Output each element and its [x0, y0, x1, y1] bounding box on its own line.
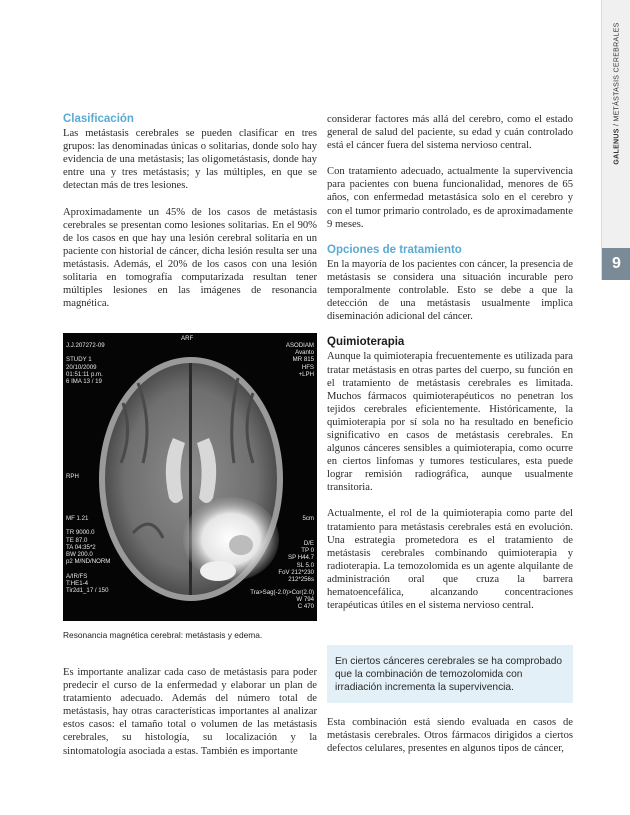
opciones-heading: Opciones de tratamiento [327, 243, 462, 256]
section-name: / METÁSTASIS CEREBRALES [613, 22, 621, 127]
analysis-paragraph: Es importante analizar cada caso de metástasis para poder predecir el curso de la enfermedad y elaborar un plan de tratamiento adecuado. Además del número total de metástasis, hay otras características importantes al analizar estos casos: el tamaño total o volumen de las metástasis cerebrales, su histología, su localización y la sintomatología asociada a estas. También es importante [63, 667, 317, 757]
quimioterapia-paragraph-1: Aunque la quimioterapia frecuentemente es utilizada para tratar metástasis en otras partes del cuerpo, su función en el tratamiento de metástasis cerebrales es limitada. Muchos fármacos quimioterapéuticos no penetran los tejidos cerebrales eficientemente. Históricamente, la quimioterapia por sí sola no ha resultado en beneficio significativo en casos de metástasis cerebrales. En algunos cánceres sensibles a quimioterapia, como ocurre en ciertos linfomas y tumores testiculares, esta puede lograr remisión radiográfica, aunque usualmente transitoria. [327, 351, 573, 494]
callout-text: En ciertos cánceres cerebrales se ha comprobado que la combinación de temozolomida con irradiación incrementa la supervivencia. [335, 656, 563, 693]
right-column [327, 113, 573, 612]
combination-paragraph: Esta combinación está siendo evaluada en casos de metástasis cerebrales. Otros fármacos dirigidos a ciertos defectos celulares, presentes en algunos tipos de cáncer, [327, 717, 573, 755]
mri-slice-params: D/E TP 0 SP H44.7 SL 5.0 FoV 212*230 212*256s [278, 540, 314, 584]
clasificacion-paragraph-1: Las metástasis cerebrales se pueden clasificar en tres grupos: las denominadas únicas o solitarias, donde solo hay evidencia de una metástasis; las oligometástasis, donde hay entre una y tres metástasis; y las múltiples, en que se detectan más de tres lesiones. [63, 128, 317, 192]
mri-orientation-label: RPH [66, 473, 79, 480]
section-tab-label [614, 22, 621, 164]
mri-patient-info: J.J.207272-09 STUDY 1 20/10/2009 01:51:11 p.m. 6 IMA 13 / 19 [66, 342, 105, 386]
mri-scanner-info: ASODIAM Avanto MR 815 HFS +LPH [285, 342, 314, 378]
mri-window-params: Tra>Sag(-2.0)>Cor(2.0) W 794 C 470 [250, 589, 314, 611]
clasificacion-heading: Clasificación [63, 113, 134, 125]
factors-paragraph: considerar factores más allá del cerebro, como el estado general de salud del paciente, su edad y cuán controlado está el cáncer fuera del sistema nervioso central. [327, 114, 573, 152]
clasificacion-paragraph-2: Aproximadamente un 45% de los casos de metástasis cerebrales se presentan como lesiones solitarias. En el 90% de los casos en que hay una lesión cerebral solitaria en un paciente con historial de cáncer, dicha lesión resulta ser una metástasis. Además, el 20% de los casos con una lesión solitaria en tomografía computarizada resultan tener múltiples lesiones en las imágenes de resonancia magnética. [63, 206, 317, 310]
mri-caption: Resonancia magnética cerebral: metástasis y edema. [63, 630, 263, 640]
quimioterapia-paragraph-2: Actualmente, el rol de la quimioterapia como parte del tratamiento para metástasis cerebrales está en evolución. Una estrategia prometedora es el tratamiento de metástasis cerebrales combinando quimioterapia y radioterapia. La temozolomida es un agente alquilante de administración oral que cruza la barrera hematoencefálica, alcanzando concentraciones terapéuticas útiles en el sistema nervioso central. [327, 508, 573, 612]
opciones-paragraph: En la mayoría de los pacientes con cáncer, la presencia de metástasis se considera una situación incurable pero temporalmente controlable. Esto se debe a que la detección de una metástasis usualmente implica diseminación adicional del cáncer. [327, 258, 573, 323]
section-side-tab [601, 0, 630, 280]
mri-top-label: ARF [181, 335, 194, 342]
left-column-bottom [63, 666, 317, 758]
mri-brain-image [63, 333, 317, 621]
mri-sequence-params: MF 1.21 TR 9000.0 TE 87.0 TA 04:35*2 BW 200.0 p2 M/ND/NORM A/IR/FS T:HE1-4 Tir2d1_17 / 150 [66, 515, 111, 595]
survival-paragraph: Con tratamiento adecuado, actualmente la supervivencia para pacientes con buena funcionalidad, menores de 65 años, con enfermedad metastásica solo en el cerebro y con el tumor primario controlado, es de aproximadamente 9 meses. [327, 166, 573, 230]
quimioterapia-heading: Quimioterapia [327, 336, 405, 349]
mri-scale-label: 5cm [302, 515, 314, 522]
callout-box [327, 645, 573, 703]
right-column-bottom [327, 716, 573, 755]
left-column-top [63, 113, 317, 310]
page-number: 9 [602, 248, 630, 280]
brand-name: GALENUS [613, 128, 621, 165]
